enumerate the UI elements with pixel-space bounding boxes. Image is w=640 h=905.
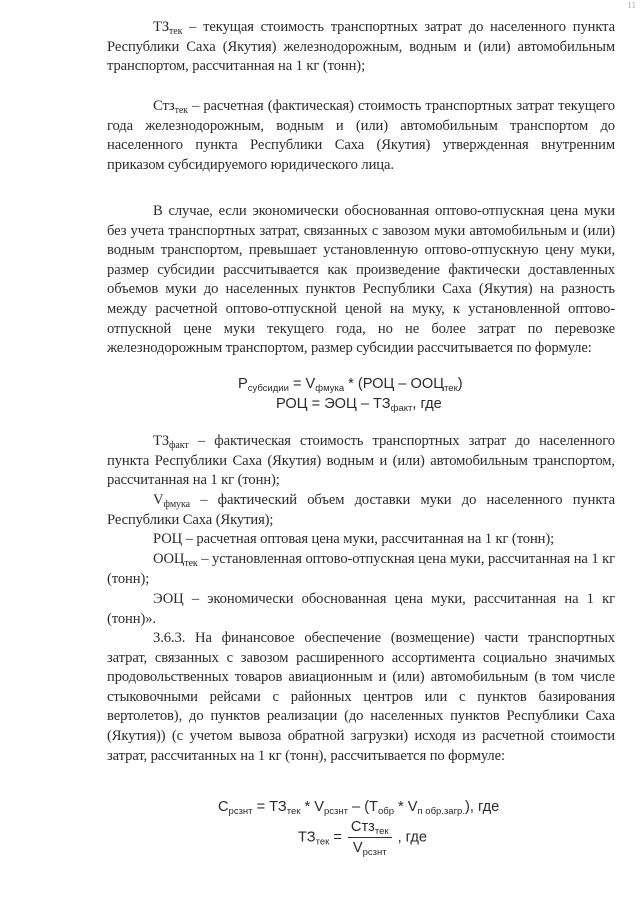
symbol-subscript: фмука bbox=[163, 499, 190, 510]
symbol-subscript: факт bbox=[169, 440, 189, 451]
definition-v-fmuka bbox=[107, 491, 615, 530]
formula-crsznt: $С_{рсзнт} = ТЗ_{тек} * V_{рсзнт} - (Т_{обр} * V_{п обр.загр.})$, где bbox=[218, 799, 500, 817]
symbol: ТЗ bbox=[153, 433, 170, 449]
page-corner-mark: 11 bbox=[627, 0, 636, 10]
definition-text: – расчетная (фактическая) стоимость транспортных затрат текущего года железнодорожным, водным и (или) автомобильным транспортом до населенного пункта Республики Саха (Якутия) утвержденная внутренним приказом субсидируемого юридического лица. bbox=[107, 98, 615, 173]
fraction-denominator: $V_{рсзнт}$ bbox=[352, 840, 387, 858]
definition-stz-tek bbox=[107, 97, 615, 175]
definition-tz-fakt bbox=[107, 432, 615, 491]
definition-text: – фактический объем доставки муки до населенного пункта Республики Саха (Якутия); bbox=[107, 492, 615, 528]
paragraph-case: В случае, если экономически обоснованная оптово-отпускная цена муки без учета транспортных затрат, связанных с завозом муки автомобильным и (или) водным транспортом, превышает установленную оптово-отпускную цену муки, размер субсидии рассчитывается как произведение фактически доставленных объемов муки до населенных пунктов Республики Саха (Якутия) на разность между расчетной оптово-отпускной ценой на муку, к установленной оптово-отпускной цене муки текущего года, но не более затрат по перевозке железнодорожным транспортом, размер субсидии рассчитывается по формуле: bbox=[107, 203, 615, 357]
symbol: V bbox=[153, 492, 164, 508]
definition-tz-tek bbox=[107, 18, 615, 77]
definition-text: – текущая стоимость транспортных затрат до населенного пункта Республики Саха (Якутия) железнодорожным, водным и (или) автомобильным транспортом, рассчитанная на 1 кг (тонн); bbox=[107, 19, 615, 75]
symbol: Стз bbox=[153, 98, 175, 114]
symbol-subscript: тек bbox=[184, 558, 198, 569]
fraction-numerator: Стз$_{тек}$ bbox=[348, 818, 392, 838]
formula-tz-tek: $ТЗ_{тек}$ = $\frac{Стз_{тек}}{V_{рсзнт}}$ , где bbox=[298, 819, 427, 858]
definition-roc: РОЦ – расчетная оптовая цена муки, рассчитанная на 1 кг (тонн); bbox=[153, 531, 555, 547]
definition-eoc: ЭОЦ – экономически обоснованная цена муки, рассчитанная на 1 кг (тонн)». bbox=[107, 591, 615, 627]
symbol: ООЦ bbox=[153, 551, 185, 567]
symbol: ТЗ bbox=[153, 19, 170, 35]
symbol-subscript: тек bbox=[169, 26, 183, 37]
definition-text: – установленная оптово-отпускная цена муки, рассчитанная на 1 кг (тонн); bbox=[107, 551, 615, 587]
definition-text: – фактическая стоимость транспортных затрат до населенного пункта Республики Саха (Якутия) водным и (или) автомобильным транспортом, рассчитанная на 1 кг (тонн); bbox=[107, 433, 615, 489]
formula-roc: РОЦ = ЭОЦ – $ТЗ_{факт}$, где bbox=[276, 396, 442, 414]
definition-ooc-tek bbox=[107, 550, 615, 589]
symbol-subscript: тек bbox=[174, 105, 188, 116]
fraction bbox=[348, 818, 392, 857]
paragraph-3-6-3: 3.6.3. На финансовое обеспечение (возмещение) части транспортных затрат, связанных с завозом расширенного ассортимента социально значимых продовольственных товаров авиационным и (или) автомобильным (в том числе стыковочными рейсами с районных центров или с пунктов базирования вертолетов), до пунктов реализации (до населенных пунктов Республики Саха (Якутия)) (с учетом вывоза обратной загрузки) исходя из расчетной стоимости затрат, рассчитанных на 1 кг (тонн), рассчитывается по формуле: bbox=[107, 630, 615, 764]
formula-subsidy: $Р_{субсидии} = V_{фмука} * (РОЦ - ООЦ_{тек})$ bbox=[238, 376, 463, 394]
